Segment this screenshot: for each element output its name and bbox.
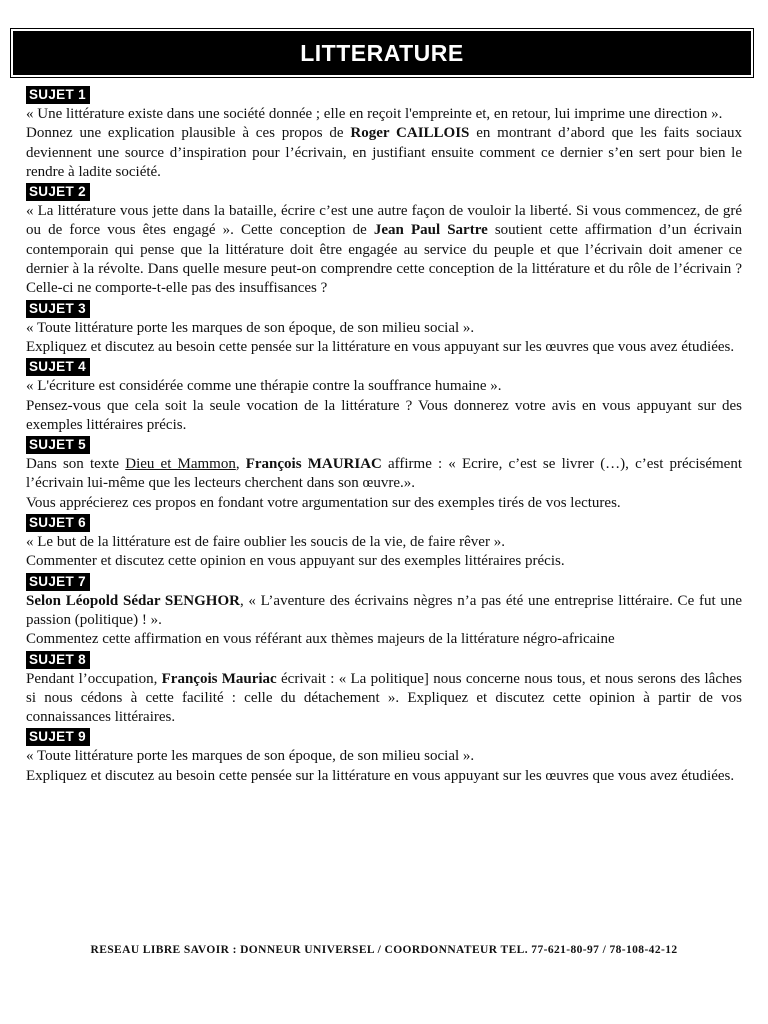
bold-name: François MAURIAC <box>245 456 382 473</box>
title-banner <box>13 31 751 75</box>
bold-name: Selon Léopold Sédar SENGHOR <box>26 592 240 609</box>
sujet-5 <box>26 435 742 513</box>
sujet-8 <box>26 650 742 728</box>
text-run: « La littérature vous jette dans la bataille, écrire c’est une autre façon de vouloir la liberté. Si vous commencez, de gré ou de force vous êtes engagé ». Cette conception de <box>26 203 742 239</box>
text-run: Commenter et discutez cette opinion en vous appuyant sur des exemples littéraires précis. <box>26 553 565 570</box>
sujet-paragraph <box>26 397 742 436</box>
sujet-paragraph <box>26 455 742 494</box>
bold-name: François Mauriac <box>161 670 277 687</box>
sujet-label: SUJET 9 <box>26 728 90 746</box>
sujet-label: SUJET 2 <box>26 183 90 201</box>
text-run: Pendant l’occupation, <box>26 670 162 687</box>
text-run: soutient cette affirmation d’un écrivain contemporain qui pense que la littérature doit être engagée au service du peuple et que l’écrivain doit amener ce dernier à la révolte. Dans quelle mesure peut-on comprendre cette conception de la littérature et du rôle de l’écrivain ? Celle-ci ne comporte-t-elle pas des insuffisances ? <box>26 222 742 297</box>
sujet-label: SUJET 3 <box>26 300 90 318</box>
text-run: Expliquez et discutez au besoin cette pensée sur la littérature en vous appuyant sur les œuvres que vous avez étudiées. <box>26 767 735 784</box>
text-run: « Une littérature existe dans une société donnée ; elle en reçoit l'empreinte et, en retour, lui imprime une direction ». <box>26 106 723 122</box>
sujet-2 <box>26 182 742 298</box>
text-run: Dans son texte <box>26 456 126 473</box>
sujet-label: SUJET 8 <box>26 651 90 669</box>
footer-contact: RESEAU LIBRE SAVOIR : DONNEUR UNIVERSEL / COORDONNATEUR TEL. 77-621-80-97 / 78-108-42-12 <box>90 944 678 956</box>
sujets-list <box>26 85 742 786</box>
text-run: Vous apprécierez ces propos en fondant votre argumentation sur des exemples tirés de vos lectures. <box>26 494 621 511</box>
sujet-label: SUJET 6 <box>26 514 90 532</box>
text-run: , <box>235 456 246 473</box>
sujet-label: SUJET 5 <box>26 436 90 454</box>
sujet-paragraph <box>26 552 742 571</box>
sujet-9 <box>26 727 742 786</box>
text-run: « Toute littérature porte les marques de son époque, de son milieu social ». <box>26 748 475 765</box>
sujet-label: SUJET 1 <box>26 86 90 104</box>
text-run: Donnez une explication plausible à ces propos de <box>26 125 351 142</box>
bold-name: Roger CAILLOIS <box>350 125 470 142</box>
text-run: « L'écriture est considérée comme une thérapie contre la souffrance humaine ». <box>26 378 502 395</box>
sujet-paragraph <box>26 670 742 728</box>
sujet-4 <box>26 357 742 435</box>
sujet-label: SUJET 4 <box>26 358 90 376</box>
text-run: affirme : « Ecrire, c’est se livrer (…), c’est précisément l’écrivain lui-même que les lecteurs cherchent dans son œuvre.». <box>26 456 742 492</box>
text-run: Commentez cette affirmation en vous référant aux thèmes majeurs de la littérature négro-africaine <box>26 631 615 648</box>
text-run: Pensez-vous que cela soit la seule vocation de la littérature ? Vous donnerez votre avis en vous appuyant sur des exemples littéraires précis. <box>26 397 742 433</box>
bold-name: Jean Paul Sartre <box>373 222 488 239</box>
text-run: Expliquez et discutez au besoin cette pensée sur la littérature en vous appuyant sur les œuvres que vous avez étudiées. <box>26 338 735 355</box>
sujet-paragraph <box>26 124 742 182</box>
sujet-paragraph <box>26 338 742 357</box>
sujet-paragraph <box>26 202 742 298</box>
sujet-6 <box>26 513 742 572</box>
sujet-3 <box>26 299 742 358</box>
text-run: « Toute littérature porte les marques de son époque, de son milieu social ». <box>26 319 475 336</box>
sujet-1 <box>26 85 742 182</box>
text-run: en montrant d’abord que les faits sociaux deviennent une source d’inspiration pour l’écrivain, en justifiant ensuite comment ce dernier s’en sert pour bien le rendre à ladite société. <box>26 125 742 180</box>
sujet-paragraph <box>26 747 742 766</box>
sujet-paragraph <box>26 319 742 338</box>
sujet-paragraph <box>26 630 742 649</box>
sujet-paragraph <box>26 592 742 631</box>
work-title: Dieu et Mammon <box>125 456 236 473</box>
sujet-paragraph <box>26 533 742 552</box>
sujet-paragraph <box>26 767 742 786</box>
text-run: écrivait : « La politique] nous concerne nous tous, et nous serons des lâches si nous cédons à cette facilité : celle du détachement ». Expliquez et discutez cette opinion à partir de vos connaissances littéraires. <box>26 670 742 726</box>
sujet-label: SUJET 7 <box>26 573 90 591</box>
sujet-7 <box>26 572 742 650</box>
sujet-paragraph <box>26 377 742 396</box>
text-run: , « L’aventure des écrivains nègres n’a pas été une entreprise littéraire. Ce fut une passion (politique) ! ». <box>26 592 742 628</box>
sujet-paragraph <box>26 494 742 513</box>
text-run: « Le but de la littérature est de faire oublier les soucis de la vie, de faire rêver ». <box>26 534 505 551</box>
sujet-paragraph <box>26 105 742 124</box>
page-title: LITTERATURE <box>300 39 464 66</box>
